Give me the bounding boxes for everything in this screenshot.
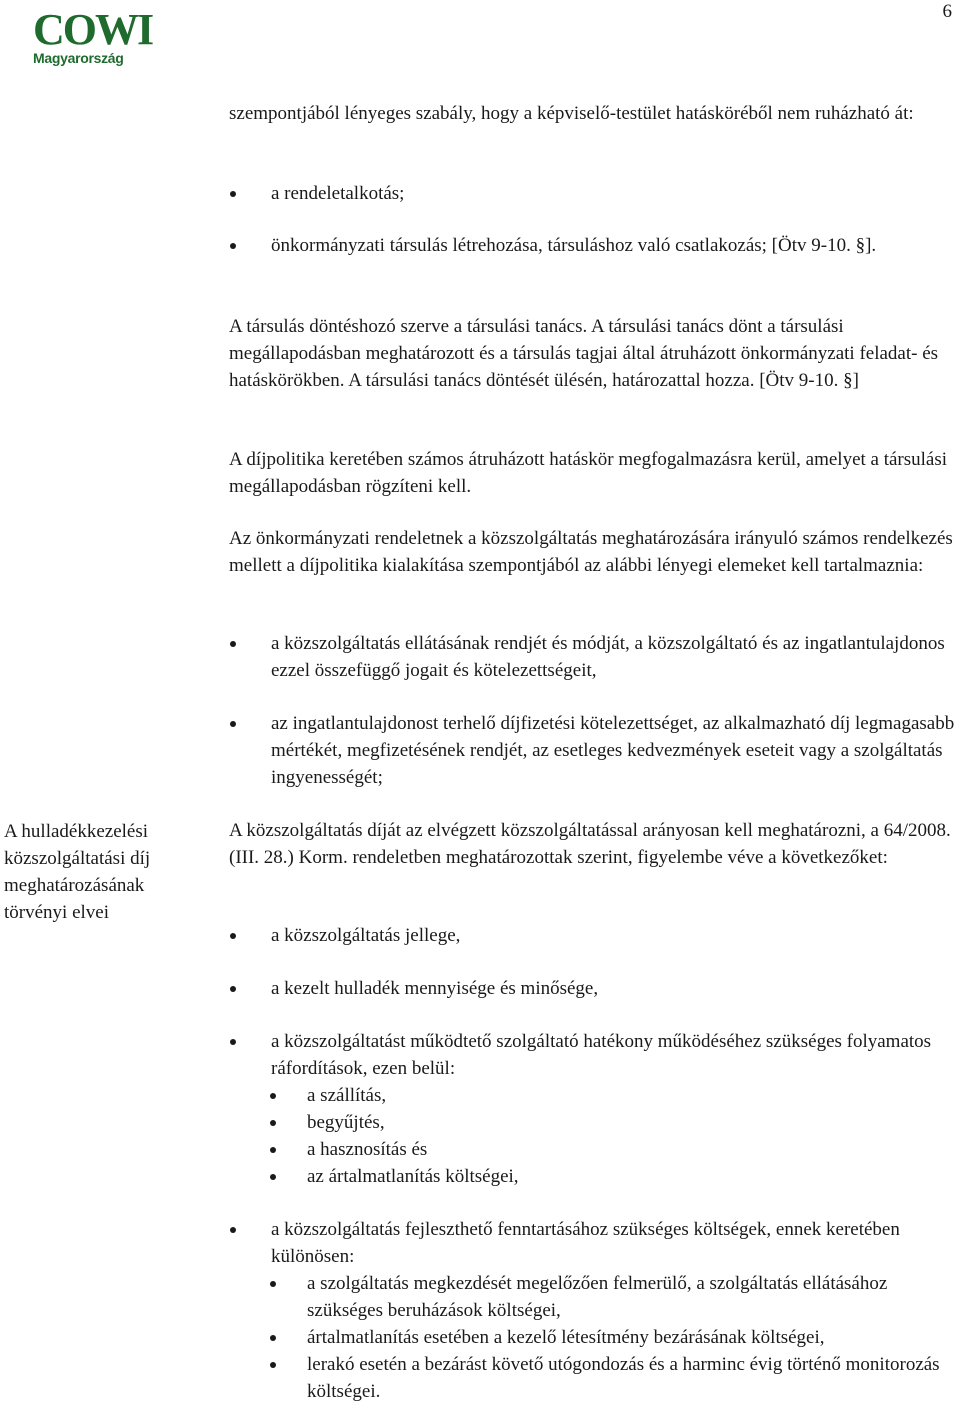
list-item: a rendeletalkotás; <box>229 180 955 207</box>
paragraph-text: szempontjából lényeges szabály, hogy a képviselő-testület hatásköréből nem ruházható át: <box>229 103 914 124</box>
list-item: a közszolgáltatás fejleszthető fenntartásához szükséges költségek, ennek keretében különösen: <box>229 1216 955 1270</box>
paragraph-decree <box>229 525 955 579</box>
paragraph-text: A közszolgáltatás díját az elvégzett közszolgáltatással arányosan kell meghatározni, a 64/2008. (III. 28.) Korm. rendeletben meghatározottak szerint, figyelembe véve a következőket: <box>229 820 951 868</box>
paragraph-decision-body <box>229 313 955 394</box>
company-logo <box>33 5 153 66</box>
paragraph-fee-policy <box>229 446 955 500</box>
paragraph-text: A társulás döntéshozó szerve a társulási tanács. A társulási tanács dönt a társulási megállapodásban meghatározott és a társulás tagjai által átruházott önkormányzati feladat- és hatáskörökben. A társulási tanács döntését ülésén, határozattal hozza. [Ötv 9-10. §] <box>229 316 939 391</box>
bullet-list-3a <box>229 922 955 949</box>
list-item: a kezelt hulladék mennyisége és minősége, <box>229 975 955 1002</box>
logo-wordmark: COWI <box>33 5 153 54</box>
sub-list-item: lerakó esetén a bezárást követő utógondozás és a harminc évig történő monitorozás költségei. <box>229 1351 955 1405</box>
list-item: a közszolgáltatás jellege, <box>229 922 955 949</box>
bullet-list-2b <box>229 710 955 791</box>
sub-list-item: az ártalmatlanítás költségei, <box>229 1163 955 1190</box>
list-item: a közszolgáltatás ellátásának rendjét és módját, a közszolgáltató és az ingatlantulajdonos ezzel összefüggő jogait és kötelezettségeit, <box>229 630 955 684</box>
bullet-list-1 <box>229 180 955 207</box>
bullet-list-3c <box>229 1028 955 1190</box>
bullet-list-1b <box>229 232 949 259</box>
sub-list-item: a szolgáltatás megkezdését megelőzően felmerülő, a szolgáltatás ellátásához szükséges beruházások költségei, <box>229 1270 955 1324</box>
bullet-list-2a <box>229 630 955 684</box>
paragraph-text: A díjpolitika keretében számos átruházott hatáskör megfogalmazásra kerül, amelyet a társulási megállapodásban rögzíteni kell. <box>229 449 948 497</box>
list-item: önkormányzati társulás létrehozása, társuláshoz való csatlakozás; [Ötv 9-10. §]. <box>229 232 949 259</box>
page-number: 6 <box>942 1 952 22</box>
list-item: a közszolgáltatást működtető szolgáltató hatékony működéséhez szükséges folyamatos ráfordítások, ezen belül: <box>229 1028 955 1082</box>
side-note: A hulladékkezelési közszolgáltatási díj meghatározásának törvényi elvei <box>4 821 151 923</box>
logo-subtitle: Magyarország <box>33 50 124 66</box>
intro-paragraph <box>229 100 955 127</box>
sub-list-item: ártalmatlanítás esetében a kezelő létesítmény bezárásának költségei, <box>229 1324 955 1351</box>
bullet-list-3b <box>229 975 955 1002</box>
paragraph-fee-principles <box>229 817 955 871</box>
bullet-list-3d <box>229 1216 955 1405</box>
sub-list-item: begyűjtés, <box>229 1109 955 1136</box>
sub-list-item: a hasznosítás és <box>229 1136 955 1163</box>
sub-list-item: a szállítás, <box>229 1082 955 1109</box>
paragraph-text: Az önkormányzati rendeletnek a közszolgáltatás meghatározására irányuló számos rendelkezés mellett a díjpolitika kialakítása szempontjából az alábbi lényegi elemeket kell tartalmaznia: <box>229 528 953 576</box>
list-item: az ingatlantulajdonost terhelő díjfizetési kötelezettséget, az alkalmazható díj legmagasabb mértékét, megfizetésének rendjét, az esetleges kedvezmények eseteit vagy a szolgáltatás ingyenességét; <box>229 710 955 791</box>
